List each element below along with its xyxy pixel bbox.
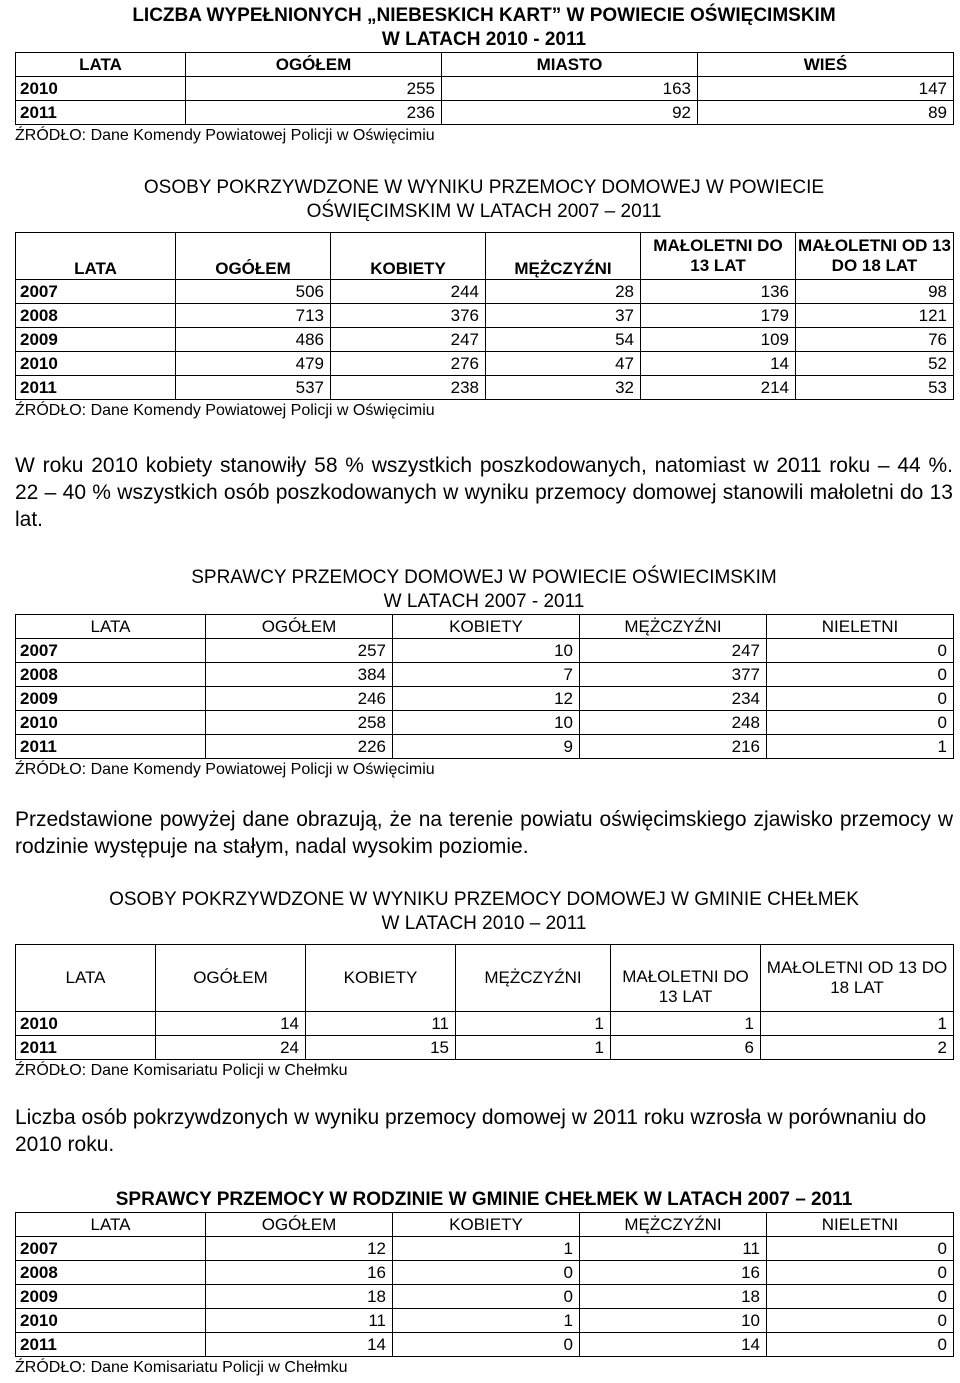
blue-cards-table <box>15 52 954 125</box>
value-cell: 0 <box>767 663 954 687</box>
value-cell: 2 <box>761 1036 954 1060</box>
value-cell: 12 <box>206 1237 393 1261</box>
value-cell: 0 <box>767 1261 954 1285</box>
table-row <box>16 280 954 304</box>
value-cell: 52 <box>796 352 954 376</box>
table-row <box>16 1036 954 1060</box>
victims-chelmek-table <box>15 944 954 1060</box>
value-cell: 76 <box>796 328 954 352</box>
source-note: ŹRÓDŁO: Dane Komendy Powiatowej Policji w Oświęcimiu <box>15 127 435 144</box>
value-cell: 1 <box>393 1309 580 1333</box>
table-row <box>16 1261 954 1285</box>
value-cell: 0 <box>767 639 954 663</box>
source-note: ŹRÓDŁO: Dane Komisariatu Policji w Chełmku <box>15 1062 348 1079</box>
header-cell: WIEŚ <box>698 53 954 77</box>
header-cell: LATA <box>16 53 186 77</box>
header-cell: LATA <box>16 233 176 280</box>
table-row <box>16 711 954 735</box>
value-cell: 384 <box>206 663 393 687</box>
value-cell: 16 <box>206 1261 393 1285</box>
value-cell: 98 <box>796 280 954 304</box>
header-cell: MAŁOLETNI OD 13 DO 18 LAT <box>761 945 954 1012</box>
value-cell: 0 <box>393 1333 580 1357</box>
value-cell: 109 <box>641 328 796 352</box>
value-cell: 6 <box>611 1036 761 1060</box>
header-cell: KOBIETY <box>331 233 486 280</box>
value-cell: 53 <box>796 376 954 400</box>
table-subtitle: OŚWIĘCIMSKIM W LATACH 2007 – 2011 <box>306 201 662 222</box>
table-row <box>16 77 954 101</box>
perpetrators-chelmek-table <box>15 1212 954 1357</box>
value-cell: 0 <box>767 687 954 711</box>
value-cell: 7 <box>393 663 580 687</box>
value-cell: 18 <box>206 1285 393 1309</box>
value-cell: 247 <box>580 639 767 663</box>
value-cell: 1 <box>767 735 954 759</box>
year-cell: 2008 <box>16 304 176 328</box>
header-cell: MĘŻCZYŹNI <box>456 945 611 1012</box>
table-row <box>16 1285 954 1309</box>
value-cell: 244 <box>331 280 486 304</box>
value-cell: 14 <box>641 352 796 376</box>
value-cell: 247 <box>331 328 486 352</box>
value-cell: 276 <box>331 352 486 376</box>
year-cell: 2009 <box>16 1285 206 1309</box>
source-note: ŹRÓDŁO: Dane Komendy Powiatowej Policji w Oświęcimiu <box>15 402 435 419</box>
victims-powiat-table <box>15 232 954 400</box>
header-cell: OGÓŁEM <box>206 615 393 639</box>
header-cell: MIASTO <box>442 53 698 77</box>
header-row <box>16 615 954 639</box>
value-cell: 32 <box>486 376 641 400</box>
value-cell: 0 <box>767 1285 954 1309</box>
year-cell: 2011 <box>16 735 206 759</box>
value-cell: 11 <box>206 1309 393 1333</box>
value-cell: 486 <box>176 328 331 352</box>
perpetrators-powiat-table <box>15 614 954 759</box>
header-cell: OGÓŁEM <box>176 233 331 280</box>
header-cell: MĘŻCZYŹNI <box>486 233 641 280</box>
year-cell: 2011 <box>16 101 186 125</box>
year-cell: 2007 <box>16 639 206 663</box>
value-cell: 1 <box>456 1012 611 1036</box>
table-row <box>16 687 954 711</box>
header-cell: MAŁOLETNI DO 13 LAT <box>611 945 761 1012</box>
value-cell: 24 <box>156 1036 306 1060</box>
value-cell: 257 <box>206 639 393 663</box>
value-cell: 537 <box>176 376 331 400</box>
table-row <box>16 1012 954 1036</box>
year-cell: 2008 <box>16 663 206 687</box>
value-cell: 0 <box>767 1237 954 1261</box>
year-cell: 2007 <box>16 280 176 304</box>
value-cell: 1 <box>393 1237 580 1261</box>
year-cell: 2010 <box>16 1309 206 1333</box>
header-cell: OGÓŁEM <box>206 1213 393 1237</box>
year-cell: 2009 <box>16 328 176 352</box>
value-cell: 1 <box>761 1012 954 1036</box>
table-title: SPRAWCY PRZEMOCY W RODZINIE W GMINIE CHEŁMEK W LATACH 2007 – 2011 <box>115 1189 853 1210</box>
header-cell: MĘŻCZYŹNI <box>580 1213 767 1237</box>
source-note: ŹRÓDŁO: Dane Komendy Powiatowej Policji w Oświęcimiu <box>15 761 435 778</box>
year-cell: 2011 <box>16 376 176 400</box>
value-cell: 11 <box>306 1012 456 1036</box>
perpetrators-powiat-section <box>15 566 953 781</box>
value-cell: 14 <box>580 1333 767 1357</box>
value-cell: 216 <box>580 735 767 759</box>
value-cell: 1 <box>611 1012 761 1036</box>
value-cell: 214 <box>641 376 796 400</box>
table-row <box>16 663 954 687</box>
year-cell: 2010 <box>16 77 186 101</box>
value-cell: 0 <box>767 1333 954 1357</box>
table-row <box>16 304 954 328</box>
value-cell: 258 <box>206 711 393 735</box>
table-row <box>16 376 954 400</box>
value-cell: 238 <box>331 376 486 400</box>
value-cell: 147 <box>698 77 954 101</box>
value-cell: 248 <box>580 711 767 735</box>
header-cell: KOBIETY <box>393 1213 580 1237</box>
table-title: SPRAWCY PRZEMOCY DOMOWEJ W POWIECIE OŚWIECIMSKIM <box>191 567 777 588</box>
table-row <box>16 352 954 376</box>
source-note: ŹRÓDŁO: Dane Komisariatu Policji w Chełmku <box>15 1359 348 1376</box>
table-row <box>16 1237 954 1261</box>
header-cell: OGÓŁEM <box>186 53 442 77</box>
header-cell: OGÓŁEM <box>156 945 306 1012</box>
value-cell: 246 <box>206 687 393 711</box>
year-cell: 2011 <box>16 1333 206 1357</box>
value-cell: 236 <box>186 101 442 125</box>
victims-chelmek-section <box>15 888 953 1082</box>
paragraph-women-share: W roku 2010 kobiety stanowiły 58 % wszystkich poszkodowanych, natomiast w 2011 roku – 44 %. 22 – 40 % wszystkich osób poszkodowanych w wyniku przemocy domowej stanowili małoletni do 13 lat. <box>15 454 953 531</box>
table-row <box>16 101 954 125</box>
table-row <box>16 328 954 352</box>
header-cell: MAŁOLETNI DO 13 LAT <box>641 233 796 280</box>
value-cell: 0 <box>767 1309 954 1333</box>
value-cell: 713 <box>176 304 331 328</box>
header-row <box>16 945 954 1012</box>
value-cell: 14 <box>156 1012 306 1036</box>
paragraph-increase: Liczba osób pokrzywdzonych w wyniku przemocy domowej w 2011 roku wzrosła w porównaniu do 2010 roku. <box>15 1106 927 1156</box>
header-cell: KOBIETY <box>306 945 456 1012</box>
value-cell: 506 <box>176 280 331 304</box>
value-cell: 136 <box>641 280 796 304</box>
table-row <box>16 735 954 759</box>
value-cell: 226 <box>206 735 393 759</box>
value-cell: 255 <box>186 77 442 101</box>
table-title: OSOBY POKRZYWDZONE W WYNIKU PRZEMOCY DOMOWEJ W GMINIE CHEŁMEK <box>109 889 859 910</box>
value-cell: 12 <box>393 687 580 711</box>
value-cell: 9 <box>393 735 580 759</box>
value-cell: 163 <box>442 77 698 101</box>
paragraph-summary: Przedstawione powyżej dane obrazują, że na terenie powiatu oświęcimskiego zjawisko przemocy w rodzinie występuje na stałym, nadal wysokim poziomie. <box>15 808 953 858</box>
value-cell: 1 <box>456 1036 611 1060</box>
value-cell: 0 <box>393 1285 580 1309</box>
value-cell: 37 <box>486 304 641 328</box>
year-cell: 2010 <box>16 352 176 376</box>
table-subtitle: W LATACH 2010 – 2011 <box>381 913 587 934</box>
value-cell: 54 <box>486 328 641 352</box>
victims-powiat-section <box>15 176 953 422</box>
year-cell: 2009 <box>16 687 206 711</box>
year-cell: 2011 <box>16 1036 156 1060</box>
value-cell: 0 <box>393 1261 580 1285</box>
year-cell: 2007 <box>16 1237 206 1261</box>
table-title: LICZBA WYPEŁNIONYCH „NIEBESKICH KART” W POWIECIE OŚWIĘCIMSKIM <box>132 5 836 26</box>
value-cell: 92 <box>442 101 698 125</box>
value-cell: 377 <box>580 663 767 687</box>
table-subtitle: W LATACH 2010 - 2011 <box>381 29 587 50</box>
value-cell: 10 <box>580 1309 767 1333</box>
value-cell: 18 <box>580 1285 767 1309</box>
header-cell: KOBIETY <box>393 615 580 639</box>
value-cell: 14 <box>206 1333 393 1357</box>
table-subtitle: W LATACH 2007 - 2011 <box>383 591 585 612</box>
header-row <box>16 53 954 77</box>
table-title: OSOBY POKRZYWDZONE W WYNIKU PRZEMOCY DOMOWEJ W POWIECIE <box>143 177 825 198</box>
table-row <box>16 1333 954 1357</box>
year-cell: 2008 <box>16 1261 206 1285</box>
header-cell: MĘŻCZYŹNI <box>580 615 767 639</box>
value-cell: 234 <box>580 687 767 711</box>
header-cell: LATA <box>16 945 156 1012</box>
table-row <box>16 639 954 663</box>
header-cell: NIELETNI <box>767 1213 954 1237</box>
year-cell: 2010 <box>16 1012 156 1036</box>
header-cell: LATA <box>16 615 206 639</box>
table-blue-cards-section <box>15 4 953 147</box>
value-cell: 376 <box>331 304 486 328</box>
value-cell: 179 <box>641 304 796 328</box>
value-cell: 47 <box>486 352 641 376</box>
value-cell: 15 <box>306 1036 456 1060</box>
header-cell: MAŁOLETNI OD 13 DO 18 LAT <box>796 233 954 280</box>
header-cell: NIELETNI <box>767 615 954 639</box>
value-cell: 11 <box>580 1237 767 1261</box>
value-cell: 479 <box>176 352 331 376</box>
value-cell: 10 <box>393 711 580 735</box>
value-cell: 121 <box>796 304 954 328</box>
year-cell: 2010 <box>16 711 206 735</box>
value-cell: 10 <box>393 639 580 663</box>
value-cell: 89 <box>698 101 954 125</box>
value-cell: 16 <box>580 1261 767 1285</box>
header-row <box>16 1213 954 1237</box>
header-cell: LATA <box>16 1213 206 1237</box>
value-cell: 28 <box>486 280 641 304</box>
perpetrators-chelmek-section <box>15 1188 953 1379</box>
table-row <box>16 1309 954 1333</box>
header-row <box>16 233 954 280</box>
value-cell: 0 <box>767 711 954 735</box>
